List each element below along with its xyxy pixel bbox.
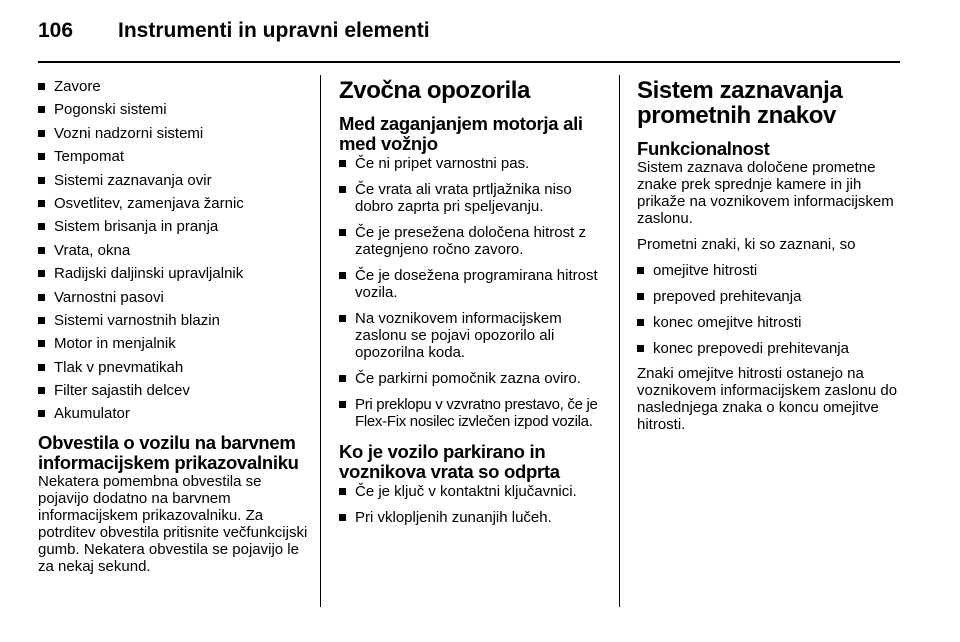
detected-signs-list — [637, 262, 905, 357]
list-item: Zavore — [38, 78, 310, 95]
list-item: Radijski daljinski upravljalnik — [38, 265, 310, 282]
list-item: Če je presežena določena hitrost z zategnjeno ročno zavoro. — [339, 224, 611, 258]
list-item: Pogonski sistemi — [38, 101, 310, 118]
page-number: 106 — [38, 19, 74, 42]
functionality-intro: Sistem zaznava določene prometne znake prek sprednje kamere in jih prikaže na voznikovem informacijskem zaslonu. — [637, 159, 894, 227]
list-item: Na voznikovem informacijskem zaslonu se pojavi opozorilo ali opozorilna koda. — [339, 310, 611, 361]
list-item: Tlak v pnevmatikah — [38, 359, 310, 376]
page-title: Instrumenti in upravni elementi — [118, 19, 430, 42]
list-item: Če je dosežena programirana hitrost vozila. — [339, 267, 611, 301]
list-item: Pri vklopljenih zunanjih lučeh. — [339, 509, 611, 526]
column-divider — [619, 75, 620, 607]
chimes-driving-list — [339, 155, 611, 430]
subheading-parked: Ko je vozilo parkirano in voznikova vrata so odprta — [339, 441, 560, 482]
list-item: Filter sajastih delcev — [38, 382, 310, 399]
list-item: Osvetlitev, zamenjava žarnic — [38, 195, 310, 212]
column-right — [637, 78, 905, 433]
heading-warning-chimes: Zvočna opozorila — [339, 77, 530, 104]
list-item: Akumulator — [38, 405, 310, 422]
section-heading-vehicle-messages: Obvestila o vozilu na barvnem informacijskem prikazovalniku — [38, 432, 299, 474]
list-item: Vrata, okna — [38, 242, 310, 259]
column-middle — [339, 78, 611, 535]
list-item: Motor in menjalnik — [38, 335, 310, 352]
heading-traffic-sign-recognition: Sistem zaznavanja prometnih znakov — [637, 77, 843, 129]
list-item: Vozni nadzorni sistemi — [38, 125, 310, 142]
list-item: prepoved prehitevanja — [637, 288, 905, 305]
list-item: Če vrata ali vrata prtljažnika niso dobro zaprta pri speljevanju. — [339, 181, 611, 215]
list-item: Če je ključ v kontaktni ključavnici. — [339, 483, 611, 500]
header-rule — [38, 61, 900, 63]
column-left — [38, 78, 310, 575]
list-item: Pri preklopu v vzvratno prestavo, če je Flex-Fix nosilec izvlečen izpod vozila. — [339, 396, 611, 430]
column-divider — [320, 75, 321, 607]
list-item: Sistemi varnostnih blazin — [38, 312, 310, 329]
subheading-starting-driving: Med zaganjanjem motorja ali med vožnjo — [339, 113, 583, 154]
list-item: konec prepovedi prehitevanja — [637, 340, 905, 357]
list-item: Tempomat — [38, 148, 310, 165]
speed-limit-outro: Znaki omejitve hitrosti ostanejo na voznikovem informacijskem zaslonu do naslednjega znaka o koncu omejitve hitrosti. — [637, 365, 898, 433]
list-item: konec omejitve hitrosti — [637, 314, 905, 331]
list-item: Če parkirni pomočnik zazna oviro. — [339, 370, 611, 387]
subheading-functionality: Funkcionalnost — [637, 138, 770, 159]
vehicle-messages-text: Nekatera pomembna obvestila se pojavijo dodatno na barvnem informacijskem prikazovalniku. Za potrditev obvestila pritisnite večfunkcijski gumb. Nekatera obvestila se pojavijo le za nekaj sekund. — [38, 473, 308, 576]
page-header — [38, 14, 430, 48]
list-item: Če ni pripet varnostni pas. — [339, 155, 611, 172]
signs-lead-text: Prometni znaki, ki so zaznani, so — [637, 236, 856, 253]
list-item: Sistemi zaznavanja ovir — [38, 172, 310, 189]
list-item: Varnostni pasovi — [38, 289, 310, 306]
list-item: omejitve hitrosti — [637, 262, 905, 279]
chimes-parked-list — [339, 483, 611, 526]
list-item: Sistem brisanja in pranja — [38, 218, 310, 235]
vehicle-systems-list — [38, 78, 310, 422]
